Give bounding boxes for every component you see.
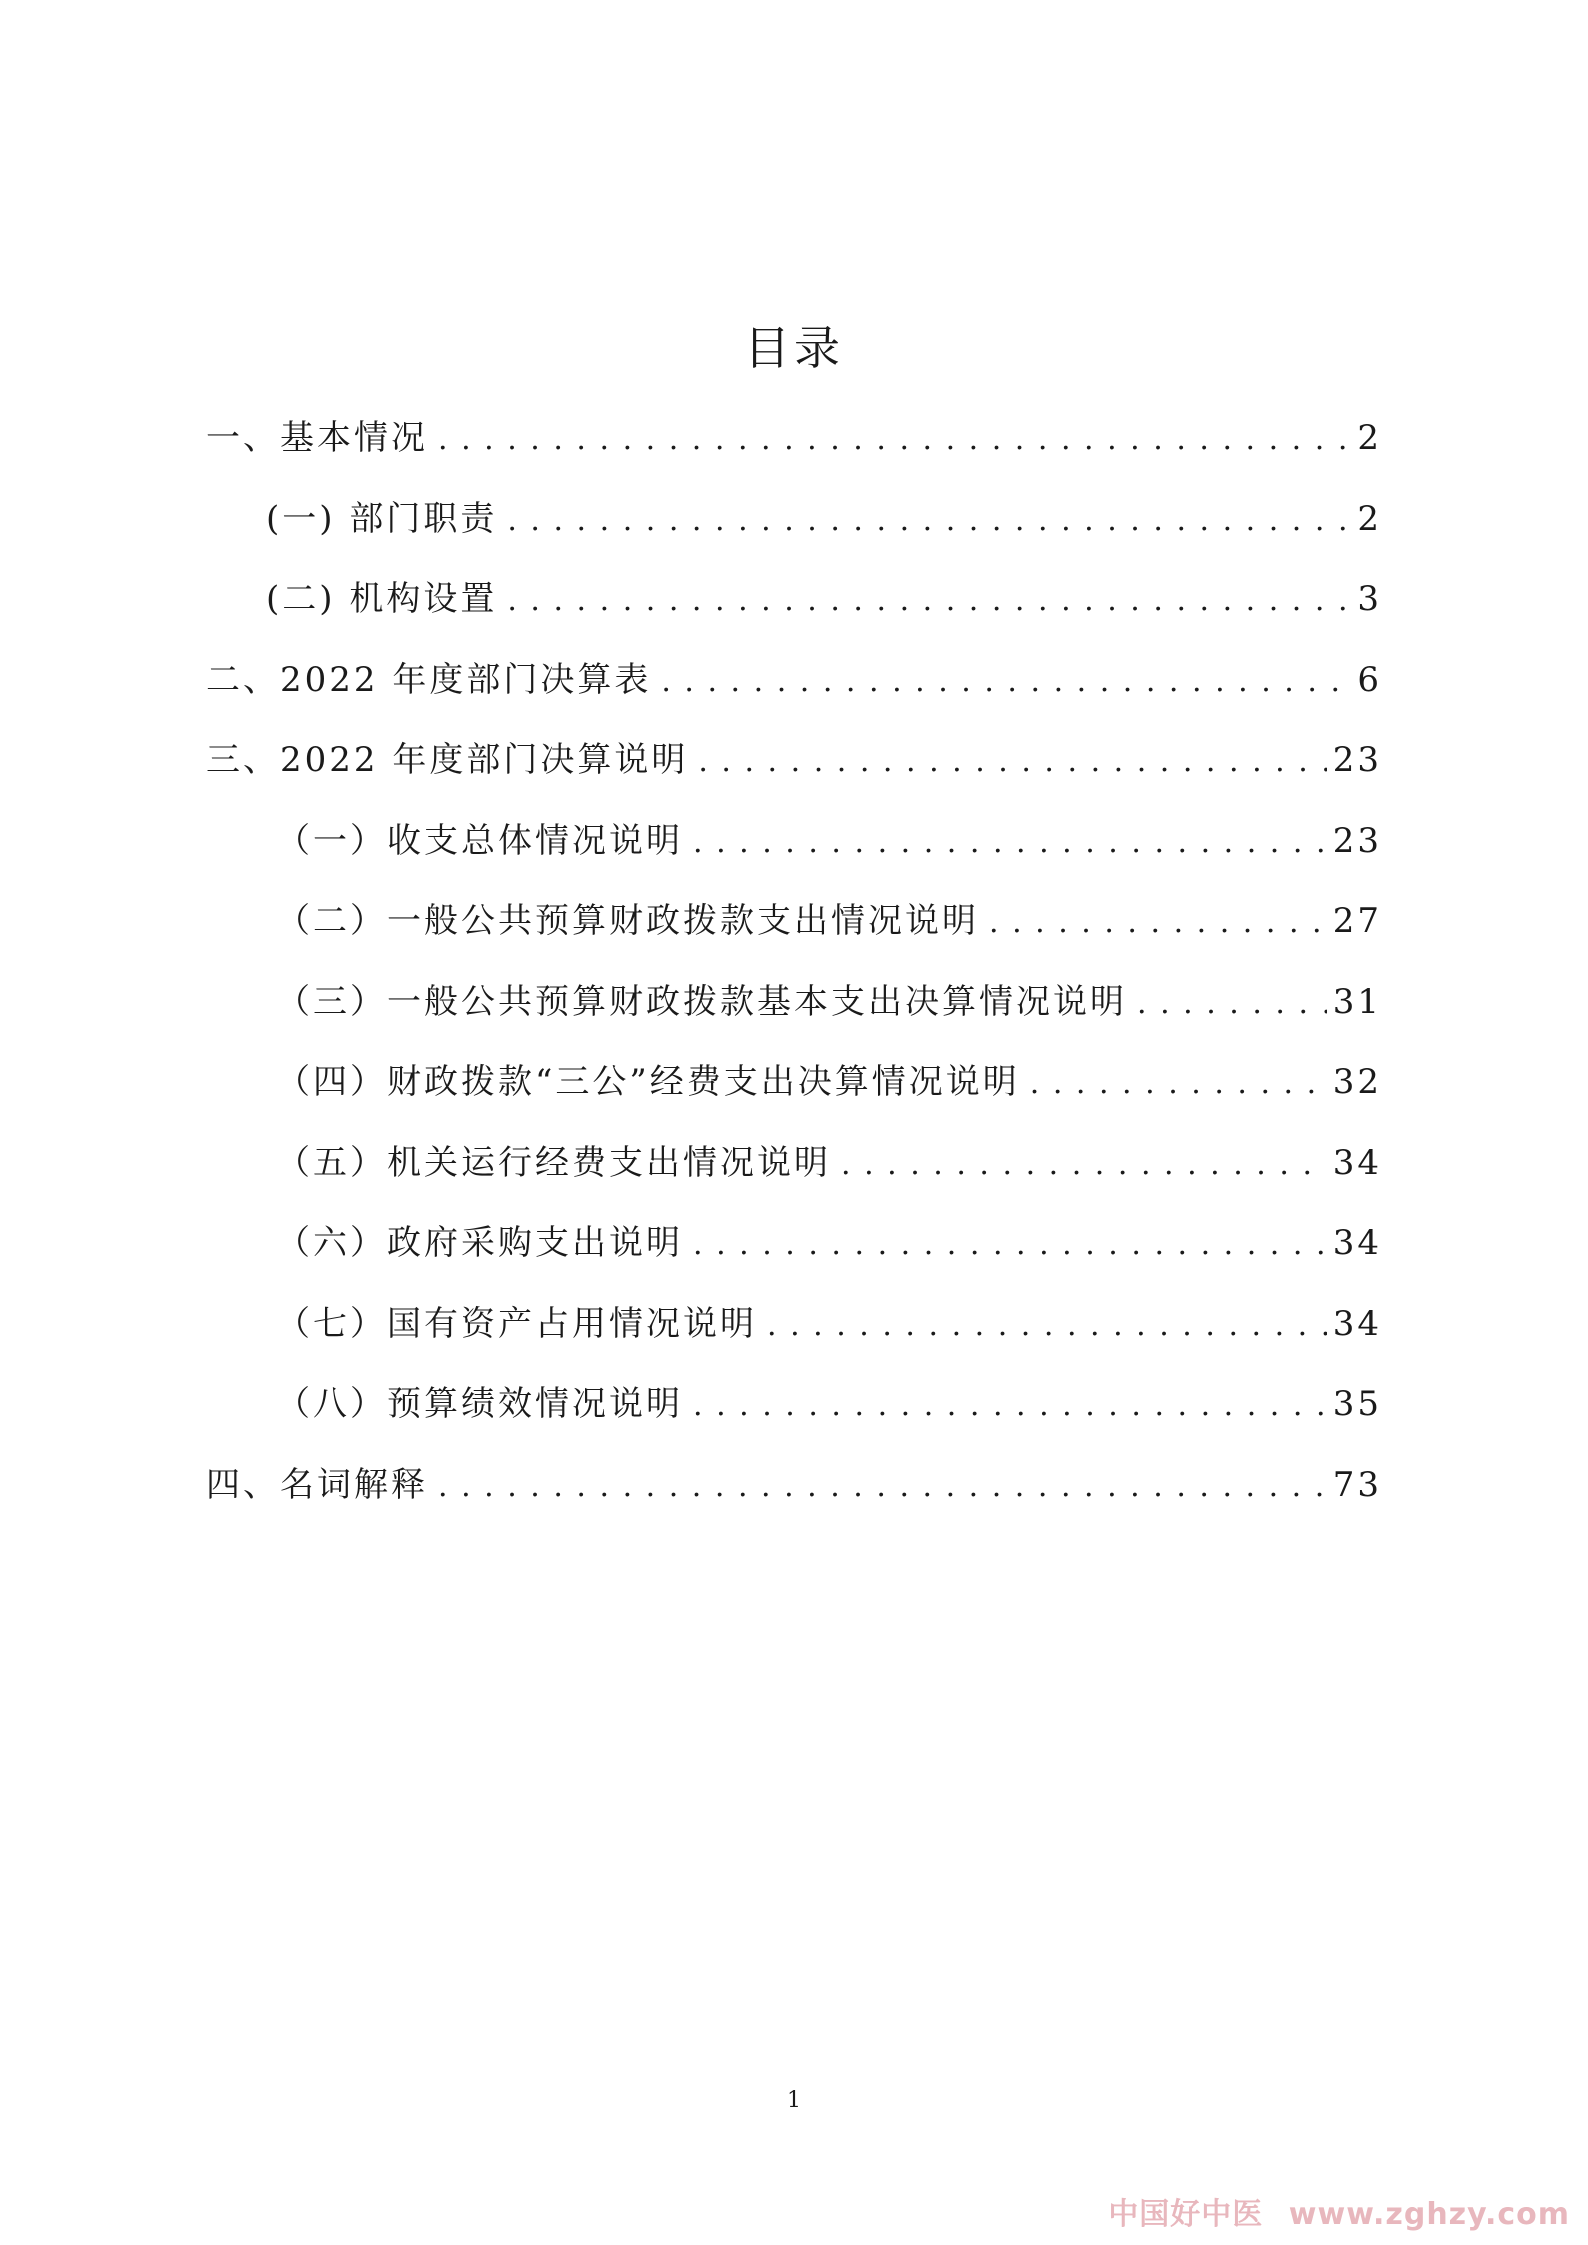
toc-entry-label: 一、基本情况 [206,418,428,458]
toc-entry-page: 2 [1357,418,1382,458]
toc-entry[interactable] [206,811,1382,892]
toc-entry-label: （八）预算绩效情况说明 [276,1384,683,1424]
toc-entry-label: 三、2022 年度部门决算说明 [206,740,689,780]
watermark-cn: 中国好中医 [1108,2197,1264,2232]
toc-entry-page: 31 [1332,981,1382,1022]
toc-dot-leader [661,652,1351,712]
toc-entry[interactable] [206,1133,1382,1214]
toc-entry-page: 35 [1332,1384,1382,1424]
toc-entry-label: （七）国有资产占用情况说明 [276,1303,757,1344]
toc-entry[interactable] [206,569,1382,650]
toc-entry[interactable] [206,972,1382,1053]
toc-dot-leader [438,410,1351,470]
toc-dot-leader [841,1135,1327,1195]
toc-entry-page: 34 [1332,1303,1382,1344]
toc-dot-leader [693,1376,1327,1436]
toc-entry-label: （六）政府采购支出说明 [276,1223,683,1263]
toc-entry[interactable] [206,730,1382,811]
toc-entry-label: （五）机关运行经费支出情况说明 [276,1142,831,1183]
toc-dot-leader [767,1296,1327,1356]
toc-entry-label: (二) 机构设置 [266,579,498,619]
toc-entry[interactable] [206,1374,1382,1455]
toc-entry-label: （一）收支总体情况说明 [276,820,683,861]
toc-dot-leader [698,732,1326,792]
toc-dot-leader [1137,974,1327,1034]
toc-entry-page: 23 [1332,740,1382,780]
toc-entry[interactable] [206,408,1382,489]
watermark [1108,2189,1570,2233]
page-number: 1 [787,2088,801,2113]
toc-entry-page: 6 [1357,659,1382,700]
watermark-url: www.zghzy.com [1288,2197,1570,2232]
toc-entry[interactable] [206,1294,1382,1375]
toc-dot-leader [693,1215,1327,1275]
table-of-contents [206,408,1382,1535]
toc-entry-label: 四、名词解释 [206,1464,428,1505]
toc-entry-page: 3 [1357,579,1382,619]
toc-entry[interactable] [206,650,1382,731]
toc-dot-leader [693,813,1327,873]
toc-entry[interactable] [206,489,1382,570]
toc-entry[interactable] [206,891,1382,972]
toc-entry-label: 二、2022 年度部门决算表 [206,659,652,700]
toc-entry[interactable] [206,1455,1382,1536]
toc-entry-page: 34 [1332,1223,1382,1263]
page-title: 目录 [744,321,844,375]
toc-entry-page: 27 [1332,901,1382,941]
toc-entry[interactable] [206,1213,1382,1294]
toc-dot-leader [507,491,1351,551]
toc-entry-label: （三）一般公共预算财政拨款基本支出决算情况说明 [276,981,1127,1022]
toc-entry[interactable] [206,1052,1382,1133]
toc-entry-label: (一) 部门职责 [266,498,498,539]
toc-entry-page: 2 [1357,498,1382,539]
toc-entry-label: （二）一般公共预算财政拨款支出情况说明 [276,901,979,941]
toc-entry-page: 73 [1332,1464,1382,1505]
toc-dot-leader [1030,1054,1327,1114]
toc-dot-leader [989,893,1327,953]
toc-entry-label: （四）财政拨款“三公”经费支出决算情况说明 [276,1062,1020,1102]
toc-entry-page: 23 [1332,820,1382,861]
toc-entry-page: 34 [1332,1142,1382,1183]
toc-entry-page: 32 [1332,1062,1382,1102]
toc-dot-leader [507,571,1351,631]
toc-dot-leader [438,1457,1327,1517]
